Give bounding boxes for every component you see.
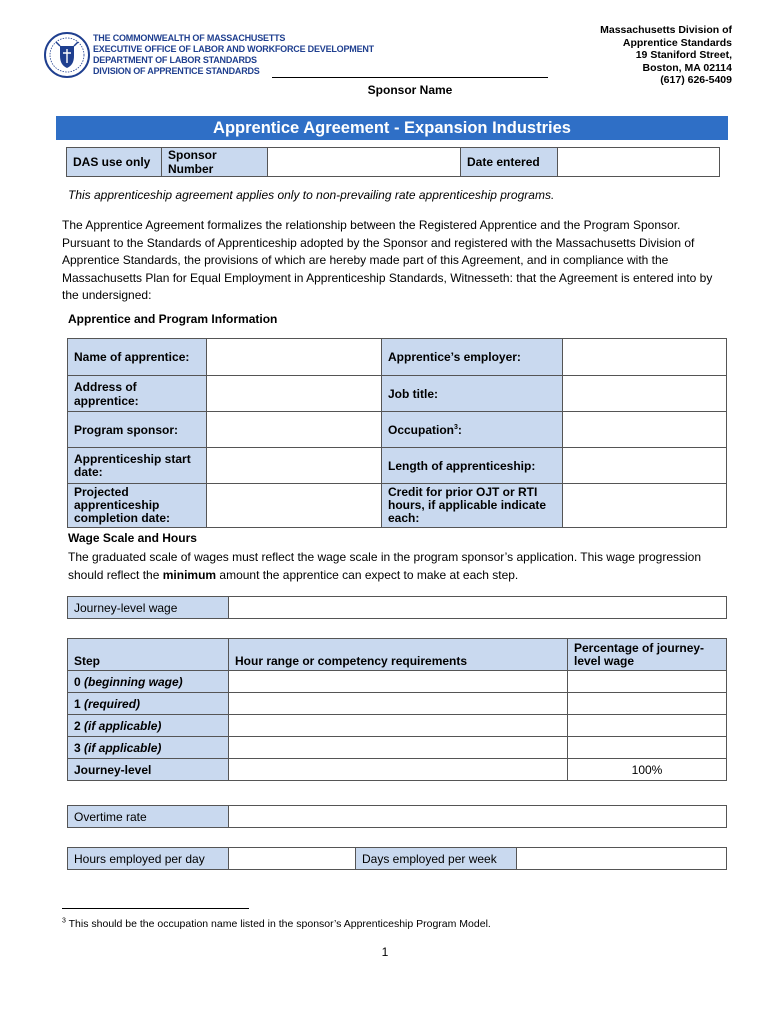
- hour-range-field[interactable]: [229, 693, 568, 715]
- hour-range-field[interactable]: [229, 737, 568, 759]
- step-number: 0: [74, 674, 85, 689]
- agency-line: DEPARTMENT OF LABOR STANDARDS: [93, 55, 257, 65]
- program-applicability-note: This apprenticeship agreement applies only to non-prevailing rate apprenticeship programs.: [68, 188, 555, 202]
- step-cell: [68, 737, 229, 759]
- percentage-value: 100%: [568, 759, 727, 781]
- step-cell: [68, 715, 229, 737]
- hours-days-table: [67, 847, 727, 870]
- step-number: 2: [74, 718, 85, 733]
- info-label: Apprenticeship start date:: [68, 448, 207, 484]
- massachusetts-seal-icon: [44, 32, 90, 78]
- table-row: [68, 737, 727, 759]
- occupation-field[interactable]: [563, 412, 727, 448]
- table-row: [68, 693, 727, 715]
- address-of-apprentice-field[interactable]: [207, 376, 382, 412]
- days-per-week-field[interactable]: [517, 848, 727, 870]
- info-label: Occupation: [388, 422, 455, 437]
- apprentice-employer-field[interactable]: [563, 339, 727, 376]
- info-label: Projected apprenticeship completion date:: [68, 484, 207, 528]
- column-header: Percentage of journey-level wage: [568, 639, 727, 671]
- wage-text-emphasis: minimum: [162, 568, 217, 582]
- agency-name-block: [93, 33, 374, 77]
- name-of-apprentice-field[interactable]: [207, 339, 382, 376]
- step-cell: [68, 693, 229, 715]
- table-row: [68, 671, 727, 693]
- step-number: Journey-level: [74, 762, 152, 777]
- agreement-paragraph: The Apprentice Agreement formalizes the relationship between the Registered Apprentice and the Program Sponsor. Pursuant to the Standards of Apprenticeship adopted by the Sponsor and registered with the Massachusetts Division of Apprentice Standards, the provisions of which are hereby made part of this Agreement, and in compliance with the Massachusetts Plan for Equal Employment in Apprenticeship Standards, Witnesseth: that the Agreement is entered into by the undersigned:: [62, 218, 713, 302]
- completion-date-field[interactable]: [207, 484, 382, 528]
- apprentice-info-table: [67, 338, 727, 528]
- step-cell: [68, 671, 229, 693]
- column-header: Step: [68, 639, 229, 671]
- step-qualifier: (if applicable): [84, 740, 162, 755]
- info-section-heading: Apprentice and Program Information: [68, 312, 278, 326]
- table-row: [68, 715, 727, 737]
- length-of-apprenticeship-field[interactable]: [563, 448, 727, 484]
- column-header: Hour range or competency requirements: [229, 639, 568, 671]
- info-label: Program sponsor:: [68, 412, 207, 448]
- hours-per-day-label: Hours employed per day: [68, 848, 229, 870]
- footnote-marker: 3: [62, 917, 66, 925]
- percentage-field[interactable]: [568, 693, 727, 715]
- hour-range-field[interactable]: [229, 671, 568, 693]
- address-line: 19 Staniford Street,: [635, 49, 732, 62]
- page-number: 1: [381, 945, 389, 959]
- step-qualifier: (beginning wage): [84, 674, 183, 689]
- percentage-field[interactable]: [568, 671, 727, 693]
- overtime-table: [67, 805, 727, 828]
- days-per-week-label: Days employed per week: [356, 848, 517, 870]
- info-label: Job title:: [382, 376, 563, 412]
- address-line: Boston, MA 02114: [642, 61, 732, 74]
- prior-credit-field[interactable]: [563, 484, 727, 528]
- address-line: Massachusetts Division of: [600, 24, 732, 36]
- das-use-table: [66, 147, 720, 177]
- footnote-text: This should be the occupation name listed in the sponsor’s Apprenticeship Program Model.: [65, 918, 491, 930]
- occupation-label: [382, 412, 563, 448]
- percentage-field[interactable]: [568, 715, 727, 737]
- agency-address: [600, 24, 732, 87]
- sponsor-name-label: Sponsor Name: [367, 83, 453, 97]
- wage-section-heading: Wage Scale and Hours: [68, 531, 197, 545]
- table-row: [68, 759, 727, 781]
- label-colon: :: [457, 422, 462, 437]
- journey-wage-table: [67, 596, 727, 619]
- hour-range-field[interactable]: [229, 759, 568, 781]
- sponsor-number-field[interactable]: [268, 148, 461, 177]
- das-use-only-label: DAS use only: [67, 148, 162, 177]
- percentage-field[interactable]: [568, 737, 727, 759]
- info-label: Name of apprentice:: [68, 339, 207, 376]
- step-qualifier: (required): [84, 696, 141, 711]
- step-number: 3: [74, 740, 85, 755]
- wage-text: amount the apprentice can expect to make at each step.: [216, 568, 519, 582]
- address-line: Apprentice Standards: [622, 36, 732, 49]
- start-date-field[interactable]: [207, 448, 382, 484]
- footnote-divider: [62, 908, 249, 909]
- journey-level-wage-label: Journey-level wage: [68, 597, 229, 619]
- agency-line: THE COMMONWEALTH OF MASSACHUSETTS: [93, 33, 286, 43]
- document-title: Apprentice Agreement - Expansion Industries: [56, 116, 728, 140]
- footnote: [62, 918, 491, 930]
- job-title-field[interactable]: [563, 376, 727, 412]
- overtime-rate-label: Overtime rate: [68, 806, 229, 828]
- date-entered-label: Date entered: [461, 148, 558, 177]
- wage-steps-table: [67, 638, 727, 781]
- footnote-ref: 3: [454, 423, 458, 431]
- agency-line: DIVISION OF APPRENTICE STANDARDS: [93, 66, 260, 76]
- info-label: Address of apprentice:: [68, 376, 207, 412]
- sponsor-number-label: Sponsor Number: [162, 148, 268, 177]
- sponsor-name-line[interactable]: [272, 77, 548, 78]
- step-cell: [68, 759, 229, 781]
- address-line: (617) 626-5409: [660, 74, 732, 87]
- step-number: 1: [74, 696, 85, 711]
- wage-paragraph: [68, 548, 724, 584]
- info-label: Apprentice’s employer:: [382, 339, 563, 376]
- date-entered-field[interactable]: [558, 148, 720, 177]
- hours-per-day-field[interactable]: [229, 848, 356, 870]
- program-sponsor-field[interactable]: [207, 412, 382, 448]
- journey-level-wage-field[interactable]: [229, 597, 727, 619]
- overtime-rate-field[interactable]: [229, 806, 727, 828]
- info-label: Length of apprenticeship:: [382, 448, 563, 484]
- hour-range-field[interactable]: [229, 715, 568, 737]
- agency-line: EXECUTIVE OFFICE OF LABOR AND WORKFORCE DEVELOPMENT: [93, 44, 374, 54]
- wage-text: The graduated scale of wages must reflect the wage scale in the program sponsor’s application. This wage progression should reflect the: [68, 550, 702, 582]
- info-label: Credit for prior OJT or RTI hours, if applicable indicate each:: [382, 484, 563, 528]
- step-qualifier: (if applicable): [84, 718, 162, 733]
